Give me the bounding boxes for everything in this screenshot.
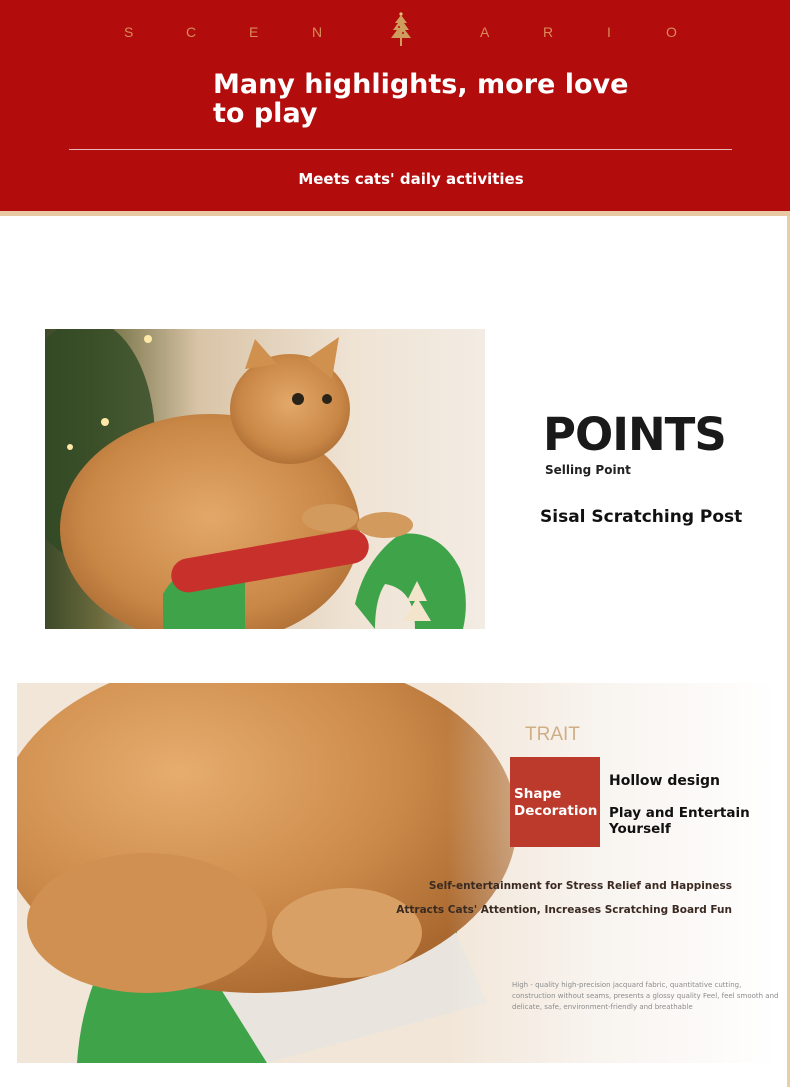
banner-divider: [69, 149, 732, 150]
scenario-letter: S: [124, 24, 134, 40]
scenario-banner: [0, 0, 790, 211]
tagline-self-entertainment: Self-entertainment for Stress Relief and Happiness: [428, 880, 732, 892]
banner-edge: [0, 211, 790, 216]
christmas-tree-icon: [390, 12, 412, 46]
scenario-letter: O: [666, 24, 677, 40]
tagline-attracts-attention: Attracts Cats' Attention, Increases Scratching Board Fun: [396, 904, 732, 916]
scenario-letter: I: [607, 24, 611, 40]
trait-heading: TRAIT: [525, 724, 580, 745]
points-title: POINTS: [543, 408, 726, 461]
scenario-letter: C: [186, 24, 197, 40]
scenario-letter: R: [543, 24, 554, 40]
banner-subheadline: Meets cats' daily activities: [298, 170, 524, 188]
scenario-letter: N: [312, 24, 323, 40]
cat-on-sisal-scratcher-photo: [45, 329, 485, 629]
selling-point-label: Selling Point: [545, 463, 631, 477]
play-entertain-label: Play and Entertain Yourself: [609, 805, 750, 837]
sisal-scratching-post-label: Sisal Scratching Post: [540, 507, 743, 527]
shape-decoration-label: Shape Decoration: [514, 786, 598, 819]
hollow-design-label: Hollow design: [609, 773, 720, 789]
fabric-fine-print: High - quality high-precision jacquard fabric, quantitative cutting, construction without seams, presents a glossy quality Feel, feel smooth and delicate, safe, environment-friendly and breathable: [512, 981, 779, 1011]
scenario-letter: A: [480, 24, 490, 40]
banner-headline: Many highlights, more love to play: [213, 69, 629, 129]
scenario-letter: E: [249, 24, 259, 40]
